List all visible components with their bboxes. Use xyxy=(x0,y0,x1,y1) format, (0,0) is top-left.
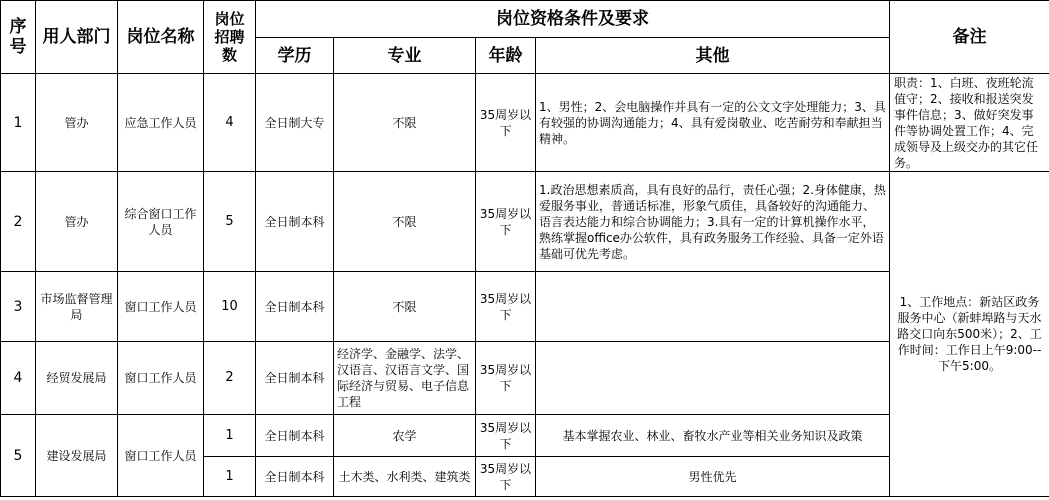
cell-major: 不限 xyxy=(334,172,476,272)
cell-count: 1 xyxy=(204,457,256,497)
cell-post: 应急工作人员 xyxy=(118,74,204,172)
header-seq: 序 号 xyxy=(1,1,36,74)
header-count: 岗位 招聘 数 xyxy=(204,1,256,74)
header-major: 专业 xyxy=(334,38,476,74)
cell-education: 全日制本科 xyxy=(256,172,334,272)
table-row xyxy=(1,172,1049,272)
cell-count: 5 xyxy=(204,172,256,272)
table-row xyxy=(1,74,1049,172)
header-row-top xyxy=(1,1,1049,38)
cell-post: 窗口工作人员 xyxy=(118,342,204,415)
cell-major: 农学 xyxy=(334,415,476,457)
cell-other: 基本掌握农业、林业、畜牧水产业等相关业务知识及政策 xyxy=(536,415,890,457)
header-education: 学历 xyxy=(256,38,334,74)
header-post: 岗位名称 xyxy=(118,1,204,74)
cell-education: 全日制本科 xyxy=(256,457,334,497)
cell-seq: 1 xyxy=(1,74,36,172)
cell-dept: 市场监督管理局 xyxy=(36,272,118,342)
cell-education: 全日制本科 xyxy=(256,342,334,415)
header-other: 其他 xyxy=(536,38,890,74)
cell-other: 1、男性；2、会电脑操作并具有一定的公文文字处理能力；3、具有较强的协调沟通能力；4、具有爱岗敬业、吃苦耐劳和奉献担当精神。 xyxy=(536,74,890,172)
cell-major: 不限 xyxy=(334,272,476,342)
cell-notes: 职责：1、白班、夜班轮流值守；2、接收和报送突发事件信息；3、做好突发事件等协调处置工作；4、完成领导及上级交办的其它任务。 xyxy=(890,74,1049,172)
cell-other xyxy=(536,272,890,342)
cell-seq: 4 xyxy=(1,342,36,415)
cell-other: 1.政治思想素质高，具有良好的品行，责任心强；2.身体健康，热爱服务事业，普通话标准，形象气质佳，具备较好的沟通能力、语言表达能力和综合协调能力；3.具有一定的计算机操作水平，熟练掌握office办公软件，具有政务服务工作经验、具备一定外语基础可优先考虑。 xyxy=(536,172,890,272)
cell-major: 不限 xyxy=(334,74,476,172)
cell-age: 35周岁以 下 xyxy=(476,74,536,172)
cell-education: 全日制大专 xyxy=(256,74,334,172)
cell-age: 35周岁以 下 xyxy=(476,457,536,497)
cell-age: 35周岁以 下 xyxy=(476,415,536,457)
cell-age: 35周岁以 下 xyxy=(476,272,536,342)
cell-education: 全日制本科 xyxy=(256,272,334,342)
header-notes: 备注 xyxy=(890,1,1049,74)
header-age: 年龄 xyxy=(476,38,536,74)
cell-age: 35周岁以 下 xyxy=(476,172,536,272)
cell-other: 男性优先 xyxy=(536,457,890,497)
cell-major: 土木类、水利类、建筑类 xyxy=(334,457,476,497)
cell-other xyxy=(536,342,890,415)
cell-seq: 5 xyxy=(1,415,36,497)
cell-dept: 管办 xyxy=(36,172,118,272)
header-requirements: 岗位资格条件及要求 xyxy=(256,1,890,38)
cell-seq: 2 xyxy=(1,172,36,272)
cell-post: 综合窗口工作人员 xyxy=(118,172,204,272)
cell-count: 1 xyxy=(204,415,256,457)
cell-age: 35周岁以 下 xyxy=(476,342,536,415)
cell-education: 全日制本科 xyxy=(256,415,334,457)
cell-count: 4 xyxy=(204,74,256,172)
cell-count: 2 xyxy=(204,342,256,415)
cell-post: 窗口工作人员 xyxy=(118,272,204,342)
cell-dept: 经贸发展局 xyxy=(36,342,118,415)
cell-seq: 3 xyxy=(1,272,36,342)
header-dept: 用人部门 xyxy=(36,1,118,74)
cell-dept: 管办 xyxy=(36,74,118,172)
cell-dept: 建设发展局 xyxy=(36,415,118,497)
cell-major: 经济学、金融学、法学、汉语言、汉语言文学、国际经济与贸易、电子信息工程 xyxy=(334,342,476,415)
cell-post: 窗口工作人员 xyxy=(118,415,204,497)
cell-shared-notes: 1、工作地点：新站区政务服务中心（新蚌埠路与天水路交口向东500米）；2、工作时间：工作日上午9:00--下午5:00。 xyxy=(890,172,1049,497)
cell-count: 10 xyxy=(204,272,256,342)
